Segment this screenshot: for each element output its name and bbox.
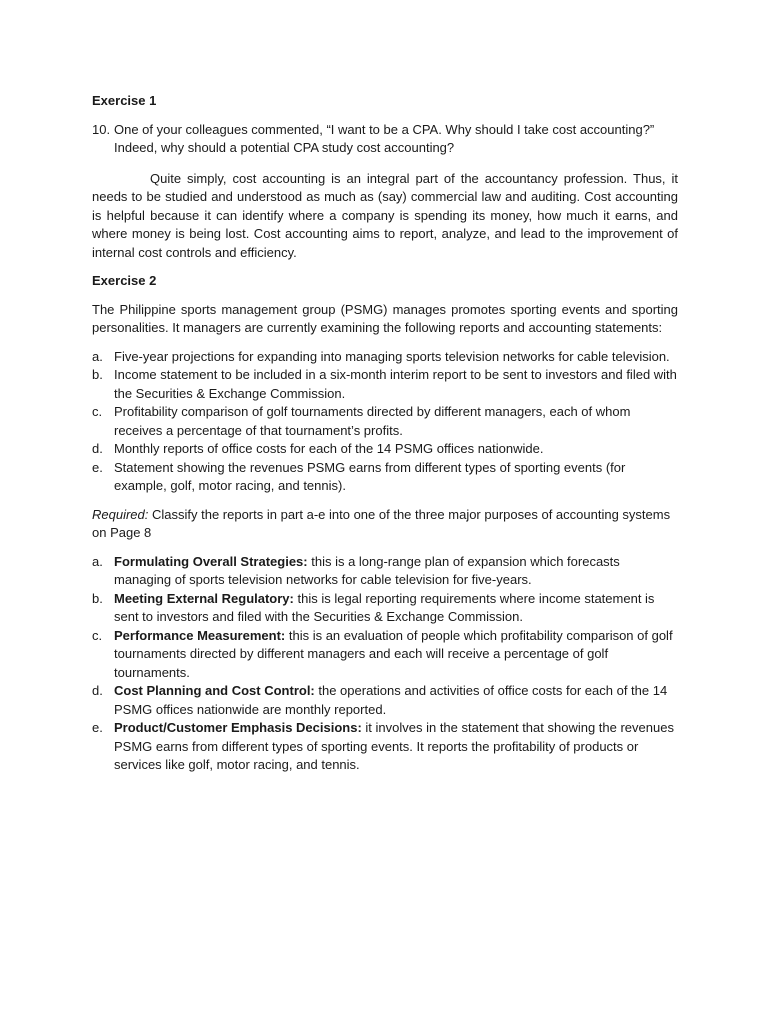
list-item [92,459,678,496]
reports-list [92,348,678,496]
list-item-text: Profitability comparison of golf tournaments directed by different managers, each of whom receives a percentage of that tournament’s profits. [114,404,631,438]
list-item [92,627,678,683]
question-text [114,121,678,158]
list-item-text: Statement showing the revenues PSMG earns from different types of sporting events (for example, golf, motor racing, and tennis). [114,459,626,493]
list-marker: a. [92,553,103,569]
required-label: Required: [92,506,149,522]
list-marker: d. [92,683,103,698]
list-marker: d. [92,441,103,456]
required-instruction [92,506,678,543]
required-text: Classify the reports in part a-e into one of the three major purposes of accounting systems on Page 8 [92,506,671,540]
answer-term: Performance Measurement: [114,627,286,643]
document-page [92,92,678,785]
exercise-1-heading: Exercise 1 [92,93,157,108]
answer-text: it involves in the statement that showing the revenues PSMG earns from different types of sporting events. It reports the profitability of products or services like golf, motor racing, and tennis. [114,720,674,772]
question-line-2: Indeed, why should a potential CPA study cost accounting? [114,140,455,155]
list-item-text [114,719,678,775]
list-item [92,366,678,403]
answer-term: Meeting External Regulatory: [114,590,294,606]
list-item [92,682,678,719]
answer-term: Cost Planning and Cost Control: [114,683,315,698]
list-item [92,403,678,440]
exercise-2-intro: The Philippine sports management group (PSMG) manages promotes sporting events and sporting personalities. It managers are currently examining the following reports and accounting statements: [92,301,678,335]
answer-term: Formulating Overall Strategies: [114,553,308,569]
list-item [92,590,678,627]
list-item-text [114,590,678,627]
answer-text: this is an evaluation of people which profitability comparison of golf tournaments directed by different managers and each will receive a percentage of golf tournaments. [114,627,673,680]
list-item-text: Monthly reports of office costs for each of the 14 PSMG offices nationwide. [114,441,544,456]
list-item-text: Income statement to be included in a six-month interim report to be sent to investors and filed with the Securities & Exchange Commission. [114,367,677,401]
list-item [92,719,678,775]
list-item-text [114,553,678,590]
question-line-1: One of your colleagues commented, “I want to be a CPA. Why should I take cost accounting?” [114,121,655,137]
exercise-2-heading: Exercise 2 [92,273,157,288]
answer-text: the operations and activities of office costs for each of the 14 PSMG offices nationwide are monthly reported. [114,683,668,717]
answers-list [92,553,678,775]
list-marker: b. [92,590,103,606]
question-number: 10. [92,121,111,137]
answer-text: this is legal reporting requirements where income statement is sent to investors and filed with the Securities & Exchange Commission. [114,590,655,624]
exercise-1-question [92,121,678,158]
list-marker: e. [92,720,103,735]
list-item-text [114,682,678,719]
list-marker: a. [92,348,103,364]
answer-text: this is a long-range plan of expansion which forecasts managing of sports television networks for cable television for five-years. [114,553,620,587]
list-marker: c. [92,627,103,643]
list-item [92,348,678,367]
list-item-text: Five-year projections for expanding into managing sports television networks for cable television. [114,348,670,364]
list-item-text [114,627,678,683]
exercise-1-answer: Quite simply, cost accounting is an integral part of the accountancy profession. Thus, it needs to be studied and understood as much as (say) commercial law and auditing. Cost accounting is helpful because it can identify where a company is spending its money, how much it earns, and where money is being lost. Cost accounting aims to report, analyze, and lead to the improvement of internal cost controls and efficiency. [92,170,678,260]
list-item [92,553,678,590]
list-marker: c. [92,404,103,419]
list-marker: b. [92,367,103,382]
list-item [92,440,678,459]
answer-term: Product/Customer Emphasis Decisions: [114,720,362,735]
list-marker: e. [92,459,103,475]
